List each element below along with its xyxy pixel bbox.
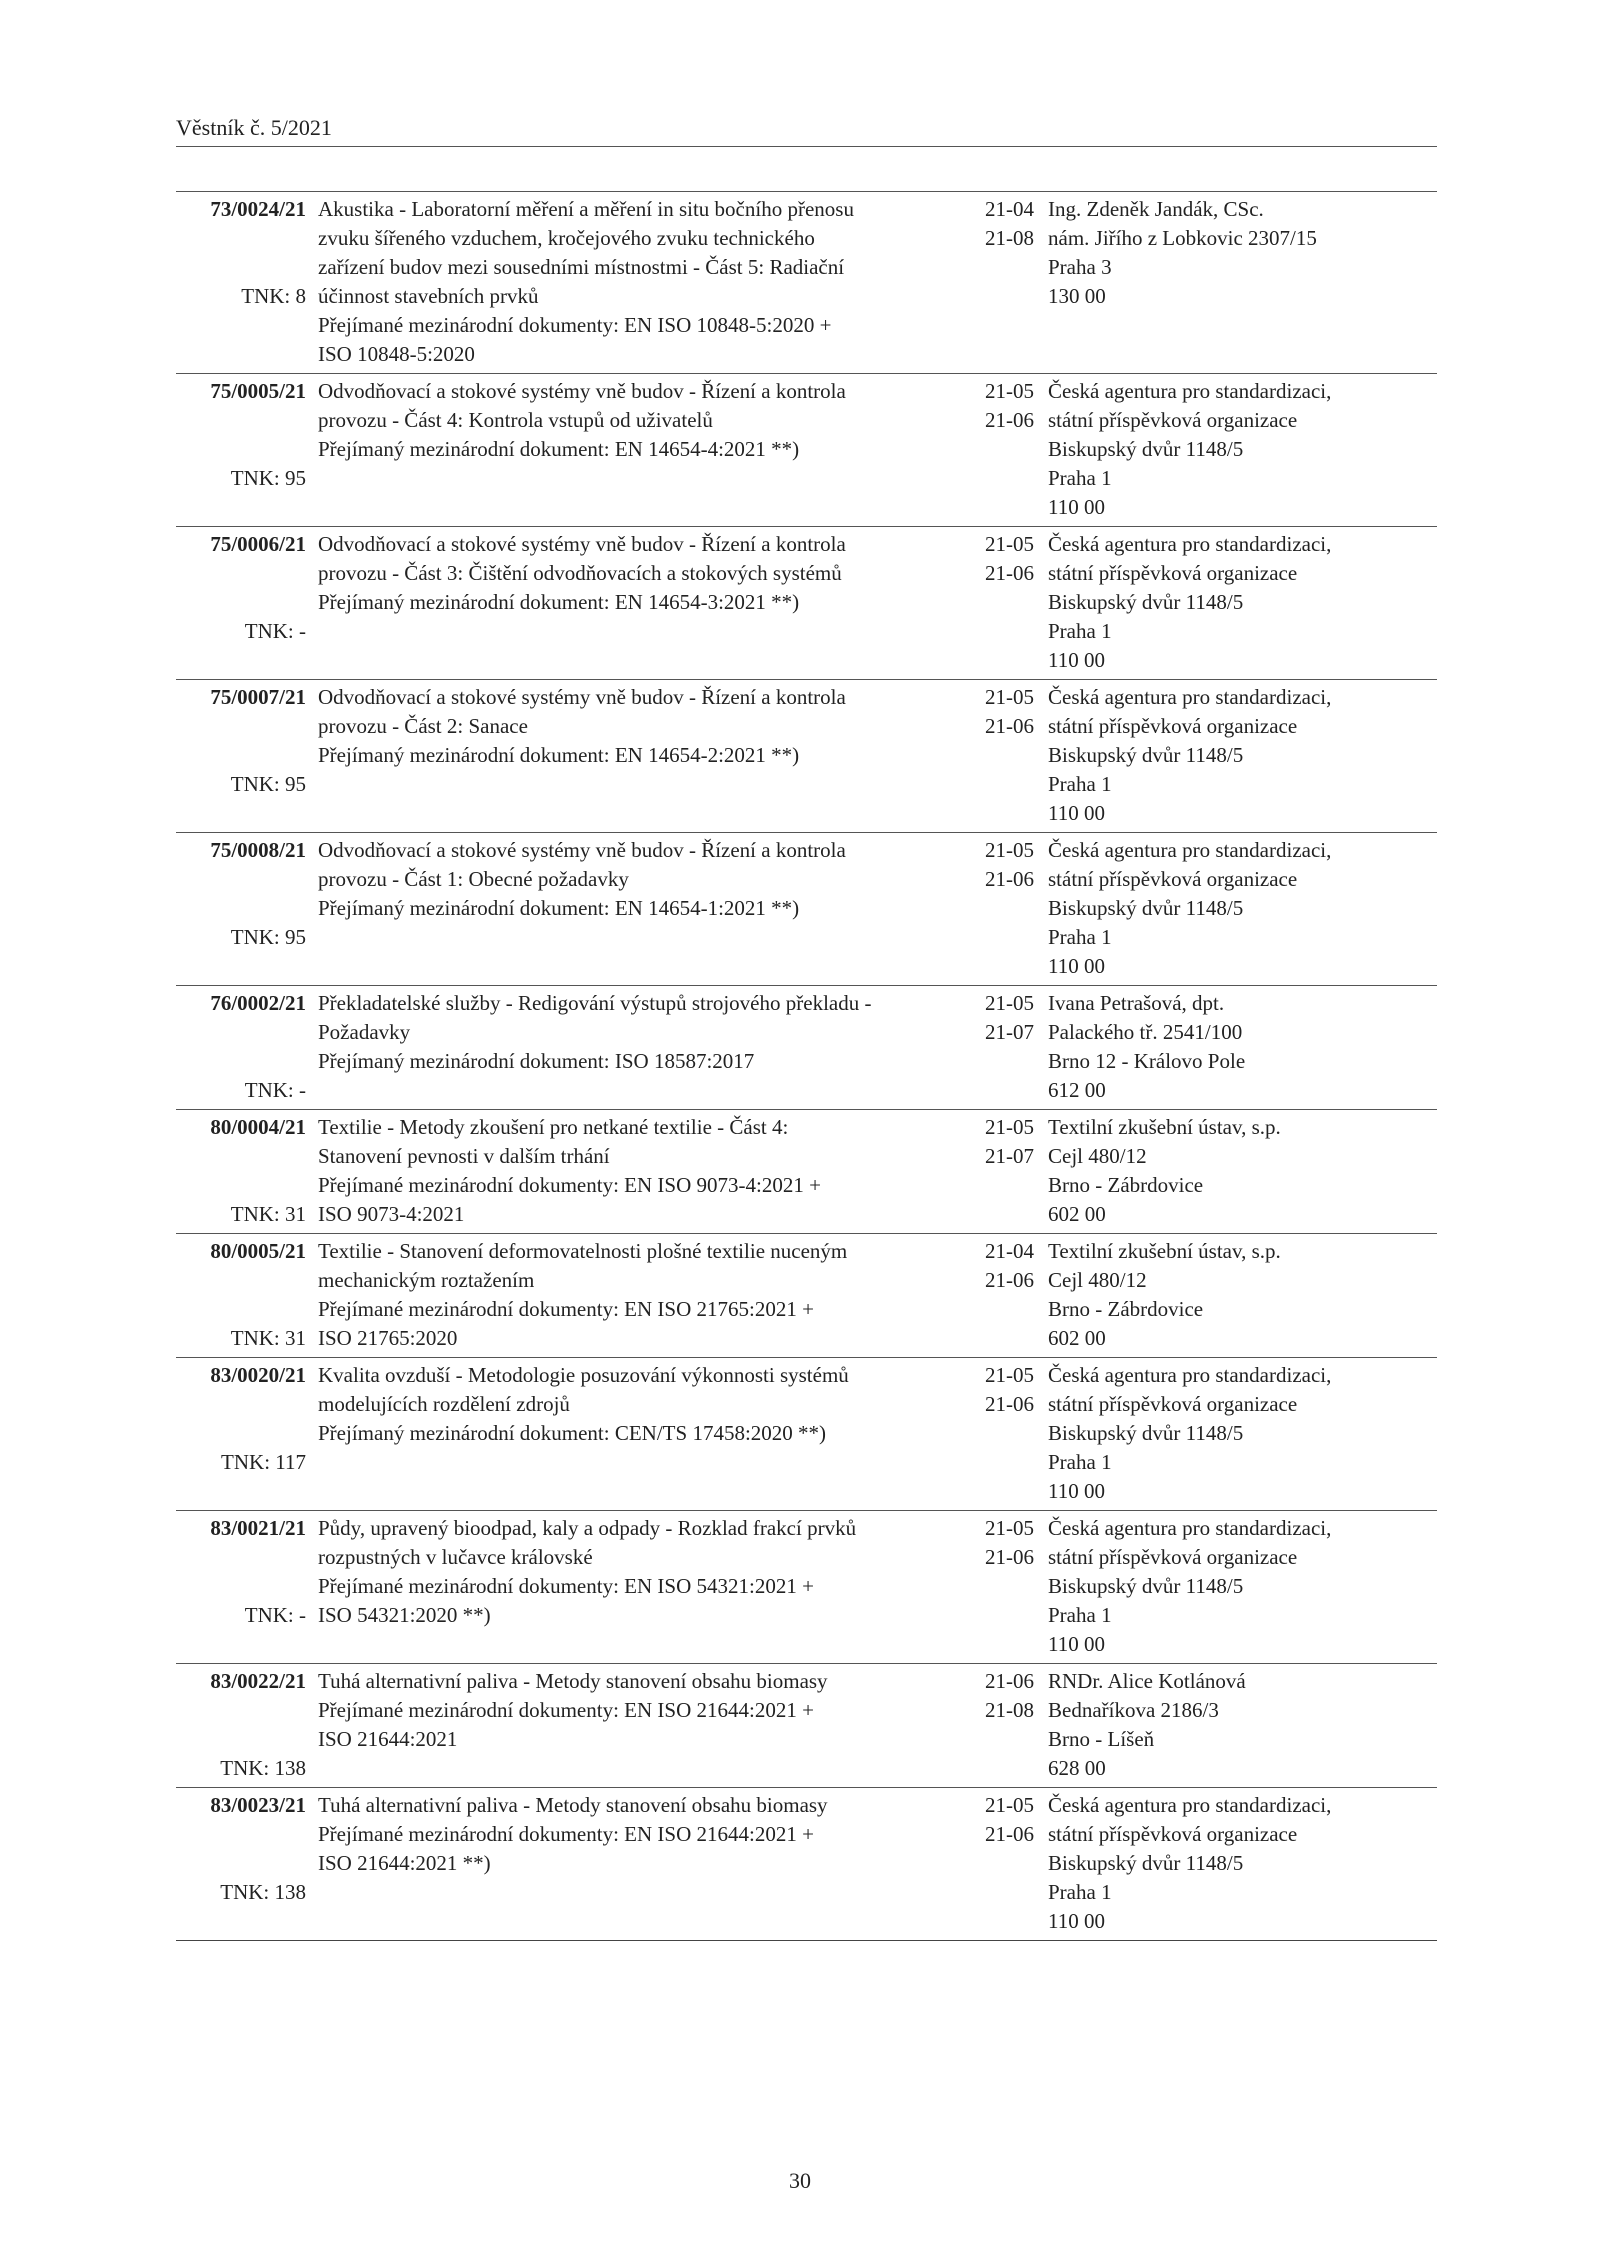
- standard-id-cell: [176, 1110, 318, 1234]
- table-row: [176, 680, 1437, 833]
- standard-title-line: Kvalita ovzduší - Metodologie posuzování výkonnosti systémů: [318, 1363, 849, 1387]
- address-line: státní příspěvková organizace: [1048, 561, 1298, 585]
- standard-id: 83/0021/21: [210, 1516, 306, 1540]
- standard-id-cell: [176, 527, 318, 680]
- address-line: 110 00: [1048, 801, 1105, 825]
- address-line: 602 00: [1048, 1202, 1106, 1226]
- address-line: Textilní zkušební ústav, s.p.: [1048, 1115, 1281, 1139]
- standard-id-cell: [176, 680, 318, 833]
- table-row: [176, 833, 1437, 986]
- address-line: Biskupský dvůr 1148/5: [1048, 743, 1244, 767]
- standard-title-line: Odvodňovací a stokové systémy vně budov - Řízení a kontrola: [318, 532, 846, 556]
- date-value: 21-06: [985, 867, 1034, 891]
- address-line: státní příspěvková organizace: [1048, 1545, 1298, 1569]
- tnk-label: TNK: 117: [221, 1450, 306, 1474]
- standard-id-wrap: [176, 1237, 306, 1353]
- standard-title-line: Přejímaný mezinárodní dokument: EN 14654-4:2021 **): [318, 437, 800, 461]
- standard-title-line: Přejímané mezinárodní dokumenty: EN ISO 21644:2021 +: [318, 1698, 814, 1722]
- date-value: 21-05: [985, 991, 1034, 1015]
- standard-title-line: Přejímané mezinárodní dokumenty: EN ISO 21765:2021 +: [318, 1297, 814, 1321]
- standard-title-line: provozu - Část 4: Kontrola vstupů od uživatelů: [318, 408, 713, 432]
- address-line: Praha 3: [1048, 255, 1112, 279]
- date-value: 21-06: [985, 714, 1034, 738]
- standard-title-line: rozpustných v lučavce královské: [318, 1545, 593, 1569]
- standard-id: 73/0024/21: [210, 197, 306, 221]
- standards-table-body: [176, 192, 1437, 1941]
- standards-table: [176, 191, 1437, 1941]
- standard-title-cell: [318, 1110, 976, 1234]
- standard-title-line: provozu - Část 3: Čištění odvodňovacích a stokových systémů: [318, 561, 842, 585]
- standard-id: 75/0006/21: [210, 532, 306, 556]
- standard-title-line: Přejímaný mezinárodní dokument: CEN/TS 17458:2020 **): [318, 1421, 827, 1445]
- processor-address-cell: [1048, 1110, 1437, 1234]
- address-line: RNDr. Alice Kotlánová: [1048, 1669, 1246, 1693]
- dates-cell: [976, 527, 1048, 680]
- standard-title-cell: [318, 986, 976, 1110]
- date-value: 21-05: [985, 1516, 1034, 1540]
- standard-id-wrap: [176, 1514, 306, 1630]
- standard-title-line: Přejímaný mezinárodní dokument: EN 14654-2:2021 **): [318, 743, 800, 767]
- standard-title-line: Odvodňovací a stokové systémy vně budov - Řízení a kontrola: [318, 685, 846, 709]
- standard-title-line: Požadavky: [318, 1020, 411, 1044]
- tnk-label: TNK: 95: [230, 466, 306, 490]
- date-value: 21-07: [985, 1144, 1034, 1168]
- standard-id: 75/0005/21: [210, 379, 306, 403]
- tnk-label: TNK: -: [244, 619, 306, 643]
- standard-title-line: Přejímaný mezinárodní dokument: EN 14654-3:2021 **): [318, 590, 800, 614]
- standard-title-line: Tuhá alternativní paliva - Metody stanovení obsahu biomasy: [318, 1669, 828, 1693]
- date-value: 21-06: [985, 1822, 1034, 1846]
- page-header-title: Věstník č. 5/2021: [176, 115, 332, 140]
- address-line: Česká agentura pro standardizaci,: [1048, 1516, 1332, 1540]
- standard-id-wrap: [176, 1791, 306, 1907]
- address-line: Česká agentura pro standardizaci,: [1048, 838, 1332, 862]
- tnk-label: TNK: -: [244, 1603, 306, 1627]
- address-line: 602 00: [1048, 1326, 1106, 1350]
- standard-id-cell: [176, 374, 318, 527]
- standard-id-wrap: [176, 195, 306, 311]
- dates-cell: [976, 192, 1048, 374]
- standard-id: 83/0020/21: [210, 1363, 306, 1387]
- address-line: 110 00: [1048, 495, 1105, 519]
- date-value: 21-04: [985, 1239, 1034, 1263]
- address-line: 130 00: [1048, 284, 1106, 308]
- address-line: Biskupský dvůr 1148/5: [1048, 437, 1244, 461]
- standard-title-line: ISO 21765:2020: [318, 1326, 458, 1350]
- standard-id-cell: [176, 192, 318, 374]
- standard-id: 75/0008/21: [210, 838, 306, 862]
- address-line: Textilní zkušební ústav, s.p.: [1048, 1239, 1281, 1263]
- date-value: 21-05: [985, 1115, 1034, 1139]
- standard-title-line: ISO 10848-5:2020: [318, 342, 475, 366]
- address-line: Palackého tř. 2541/100: [1048, 1020, 1243, 1044]
- standard-id: 80/0005/21: [210, 1239, 306, 1263]
- date-value: 21-06: [985, 1545, 1034, 1569]
- table-row: [176, 527, 1437, 680]
- table-row: [176, 374, 1437, 527]
- address-line: 110 00: [1048, 954, 1105, 978]
- standard-title-cell: [318, 1234, 976, 1358]
- standard-id-wrap: [176, 1361, 306, 1477]
- processor-address-cell: [1048, 1511, 1437, 1664]
- standard-id: 76/0002/21: [210, 991, 306, 1015]
- table-row: [176, 1788, 1437, 1941]
- date-value: 21-06: [985, 1669, 1034, 1693]
- standard-title-line: Přejímané mezinárodní dokumenty: EN ISO 21644:2021 +: [318, 1822, 814, 1846]
- standard-title-line: zařízení budov mezi sousedními místnostmi - Část 5: Radiační: [318, 255, 845, 279]
- address-line: Biskupský dvůr 1148/5: [1048, 1574, 1244, 1598]
- address-line: Praha 1: [1048, 466, 1112, 490]
- standard-id-cell: [176, 986, 318, 1110]
- standard-title-line: Přejímaný mezinárodní dokument: ISO 18587:2017: [318, 1049, 755, 1073]
- processor-address-cell: [1048, 1664, 1437, 1788]
- standard-title-cell: [318, 680, 976, 833]
- date-value: 21-05: [985, 379, 1034, 403]
- address-line: Praha 1: [1048, 1450, 1112, 1474]
- address-line: Cejl 480/12: [1048, 1144, 1147, 1168]
- standard-title-line: Přejímaný mezinárodní dokument: EN 14654-1:2021 **): [318, 896, 800, 920]
- standard-title-line: účinnost stavebních prvků: [318, 284, 539, 308]
- table-row: [176, 192, 1437, 374]
- dates-cell: [976, 374, 1048, 527]
- standard-title-line: Tuhá alternativní paliva - Metody stanovení obsahu biomasy: [318, 1793, 828, 1817]
- standard-title-line: ISO 21644:2021 **): [318, 1851, 491, 1875]
- standard-id-cell: [176, 1234, 318, 1358]
- standard-title-line: Textilie - Stanovení deformovatelnosti plošné textilie nuceným: [318, 1239, 848, 1263]
- address-line: 628 00: [1048, 1756, 1106, 1780]
- standard-id-cell: [176, 1358, 318, 1511]
- date-value: 21-06: [985, 1268, 1034, 1292]
- standard-id-wrap: [176, 1667, 306, 1783]
- dates-cell: [976, 680, 1048, 833]
- address-line: Praha 1: [1048, 925, 1112, 949]
- standard-title-cell: [318, 1358, 976, 1511]
- standard-id-wrap: [176, 1113, 306, 1229]
- standard-title-cell: [318, 1664, 976, 1788]
- standard-title-line: Textilie - Metody zkoušení pro netkané textilie - Část 4:: [318, 1115, 789, 1139]
- processor-address-cell: [1048, 680, 1437, 833]
- address-line: Praha 1: [1048, 772, 1112, 796]
- date-value: 21-04: [985, 197, 1034, 221]
- address-line: státní příspěvková organizace: [1048, 714, 1298, 738]
- standard-id-wrap: [176, 530, 306, 646]
- header-rule: [176, 146, 1437, 147]
- address-line: Česká agentura pro standardizaci,: [1048, 1793, 1332, 1817]
- standard-title-line: Přejímané mezinárodní dokumenty: EN ISO 9073-4:2021 +: [318, 1173, 821, 1197]
- address-line: 110 00: [1048, 1479, 1105, 1503]
- date-value: 21-07: [985, 1020, 1034, 1044]
- address-line: Ivana Petrašová, dpt.: [1048, 991, 1225, 1015]
- processor-address-cell: [1048, 833, 1437, 986]
- processor-address-cell: [1048, 1234, 1437, 1358]
- address-line: Biskupský dvůr 1148/5: [1048, 590, 1244, 614]
- address-line: Brno - Zábrdovice: [1048, 1173, 1204, 1197]
- standard-title-cell: [318, 833, 976, 986]
- address-line: nám. Jiřího z Lobkovic 2307/15: [1048, 226, 1317, 250]
- date-value: 21-05: [985, 532, 1034, 556]
- standard-title-line: provozu - Část 1: Obecné požadavky: [318, 867, 629, 891]
- address-line: Biskupský dvůr 1148/5: [1048, 1421, 1244, 1445]
- dates-cell: [976, 986, 1048, 1110]
- address-line: státní příspěvková organizace: [1048, 1822, 1298, 1846]
- date-value: 21-08: [985, 1698, 1034, 1722]
- table-row: [176, 986, 1437, 1110]
- standard-title-line: Stanovení pevnosti v dalším trhání: [318, 1144, 610, 1168]
- table-row: [176, 1664, 1437, 1788]
- standard-id-wrap: [176, 836, 306, 952]
- table-row: [176, 1511, 1437, 1664]
- address-line: Ing. Zdeněk Jandák, CSc.: [1048, 197, 1264, 221]
- standard-title-line: Odvodňovací a stokové systémy vně budov - Řízení a kontrola: [318, 838, 846, 862]
- address-line: Biskupský dvůr 1148/5: [1048, 896, 1244, 920]
- standard-title-line: Přejímané mezinárodní dokumenty: EN ISO 54321:2021 +: [318, 1574, 814, 1598]
- standard-title-line: Překladatelské služby - Redigování výstupů strojového překladu -: [318, 991, 872, 1015]
- processor-address-cell: [1048, 1358, 1437, 1511]
- address-line: 110 00: [1048, 648, 1105, 672]
- dates-cell: [976, 1788, 1048, 1941]
- address-line: Česká agentura pro standardizaci,: [1048, 1363, 1332, 1387]
- address-line: 110 00: [1048, 1909, 1105, 1933]
- standard-id-cell: [176, 1788, 318, 1941]
- dates-cell: [976, 833, 1048, 986]
- processor-address-cell: [1048, 986, 1437, 1110]
- standard-id: 83/0022/21: [210, 1669, 306, 1693]
- standard-title-line: ISO 21644:2021: [318, 1727, 458, 1751]
- processor-address-cell: [1048, 192, 1437, 374]
- dates-cell: [976, 1234, 1048, 1358]
- standard-title-line: ISO 9073-4:2021: [318, 1202, 465, 1226]
- standard-id: 83/0023/21: [210, 1793, 306, 1817]
- standard-title-line: mechanickým roztažením: [318, 1268, 535, 1292]
- date-value: 21-08: [985, 226, 1034, 250]
- tnk-label: TNK: 8: [241, 284, 306, 308]
- tnk-label: TNK: 31: [230, 1202, 306, 1226]
- address-line: 612 00: [1048, 1078, 1106, 1102]
- page-number: 30: [789, 2168, 811, 2193]
- date-value: 21-05: [985, 838, 1034, 862]
- processor-address-cell: [1048, 1788, 1437, 1941]
- tnk-label: TNK: 95: [230, 772, 306, 796]
- standard-title-line: Přejímané mezinárodní dokumenty: EN ISO 10848-5:2020 +: [318, 313, 832, 337]
- standard-id: 80/0004/21: [210, 1115, 306, 1139]
- address-line: Brno 12 - Královo Pole: [1048, 1049, 1246, 1073]
- standard-title-line: modelujících rozdělení zdrojů: [318, 1392, 570, 1416]
- standard-title-line: ISO 54321:2020 **): [318, 1603, 491, 1627]
- date-value: 21-05: [985, 1793, 1034, 1817]
- processor-address-cell: [1048, 374, 1437, 527]
- standard-title-line: Akustika - Laboratorní měření a měření in situ bočního přenosu: [318, 197, 854, 221]
- address-line: Praha 1: [1048, 619, 1112, 643]
- address-line: Brno - Zábrdovice: [1048, 1297, 1204, 1321]
- standard-id-cell: [176, 833, 318, 986]
- table-row: [176, 1234, 1437, 1358]
- standard-title-cell: [318, 192, 976, 374]
- address-line: Cejl 480/12: [1048, 1268, 1147, 1292]
- address-line: Bednaříkova 2186/3: [1048, 1698, 1219, 1722]
- address-line: Česká agentura pro standardizaci,: [1048, 379, 1332, 403]
- tnk-label: TNK: -: [244, 1078, 306, 1102]
- standard-title-cell: [318, 1511, 976, 1664]
- address-line: státní příspěvková organizace: [1048, 408, 1298, 432]
- standard-title-cell: [318, 527, 976, 680]
- table-row: [176, 1358, 1437, 1511]
- address-line: Biskupský dvůr 1148/5: [1048, 1851, 1244, 1875]
- table-row: [176, 1110, 1437, 1234]
- standard-title-line: Odvodňovací a stokové systémy vně budov - Řízení a kontrola: [318, 379, 846, 403]
- dates-cell: [976, 1358, 1048, 1511]
- dates-cell: [976, 1664, 1048, 1788]
- standard-id-wrap: [176, 377, 306, 493]
- tnk-label: TNK: 138: [220, 1880, 306, 1904]
- date-value: 21-06: [985, 561, 1034, 585]
- standard-id: 75/0007/21: [210, 685, 306, 709]
- tnk-label: TNK: 138: [220, 1756, 306, 1780]
- dates-cell: [976, 1110, 1048, 1234]
- standard-id-wrap: [176, 683, 306, 799]
- dates-cell: [976, 1511, 1048, 1664]
- standard-title-cell: [318, 1788, 976, 1941]
- standard-title-line: provozu - Část 2: Sanace: [318, 714, 528, 738]
- standard-title-line: zvuku šířeného vzduchem, kročejového zvuku technického: [318, 226, 815, 250]
- standard-id-wrap: [176, 989, 306, 1105]
- standard-id-cell: [176, 1664, 318, 1788]
- address-line: státní příspěvková organizace: [1048, 1392, 1298, 1416]
- address-line: 110 00: [1048, 1632, 1105, 1656]
- standard-id-cell: [176, 1511, 318, 1664]
- address-line: Česká agentura pro standardizaci,: [1048, 685, 1332, 709]
- address-line: Praha 1: [1048, 1603, 1112, 1627]
- processor-address-cell: [1048, 527, 1437, 680]
- date-value: 21-06: [985, 408, 1034, 432]
- standard-title-cell: [318, 374, 976, 527]
- address-line: Česká agentura pro standardizaci,: [1048, 532, 1332, 556]
- tnk-label: TNK: 31: [230, 1326, 306, 1350]
- tnk-label: TNK: 95: [230, 925, 306, 949]
- address-line: Brno - Líšeň: [1048, 1727, 1155, 1751]
- date-value: 21-06: [985, 1392, 1034, 1416]
- standard-title-line: Půdy, upravený bioodpad, kaly a odpady - Rozklad frakcí prvků: [318, 1516, 857, 1540]
- address-line: státní příspěvková organizace: [1048, 867, 1298, 891]
- address-line: Praha 1: [1048, 1880, 1112, 1904]
- date-value: 21-05: [985, 685, 1034, 709]
- date-value: 21-05: [985, 1363, 1034, 1387]
